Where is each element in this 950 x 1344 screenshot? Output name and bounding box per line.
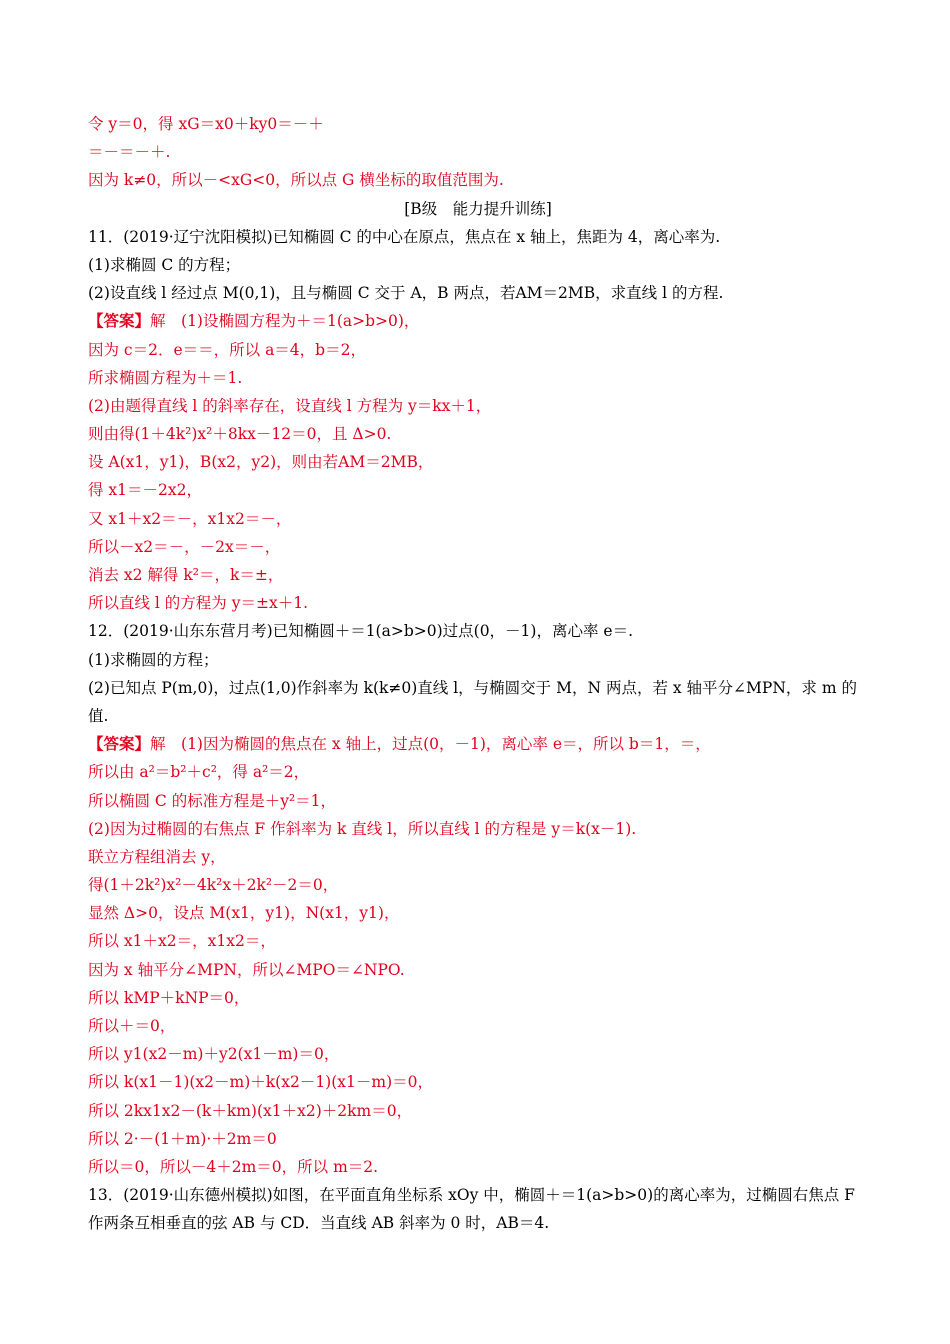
- text-line: [88, 476, 868, 504]
- line-text: 所以直线 l 的方程为 y＝±x＋1.: [88, 594, 309, 613]
- line-text: 设 A(x1，y1)，B(x2，y2)，则由若AM＝2MB，: [88, 453, 434, 472]
- text-line: [88, 392, 868, 420]
- text-line: [88, 279, 868, 307]
- text-line: [88, 899, 868, 927]
- line-text: 12．(2019·山东东营月考)已知椭圆＋＝1(a>b>0)过点(0，－1)，离心率 e＝.: [88, 622, 633, 641]
- answer-tag: 【答案】: [88, 734, 151, 754]
- text-line: [88, 1181, 868, 1237]
- line-text: 又 x1＋x2＝－，x1x2＝－，: [88, 509, 292, 528]
- text-line: [88, 956, 868, 984]
- line-text: (2)因为过椭圆的右焦点 F 作斜率为 k 直线 l，所以直线 l 的方程是 y＝k(x－1).: [88, 819, 637, 838]
- text-line: [88, 1125, 868, 1153]
- line-text: 所以 y1(x2－m)＋y2(x1－m)＝0，: [88, 1045, 340, 1064]
- line-text: 联立方程组消去 y，: [88, 847, 226, 866]
- line-text: 令 y＝0，得 xG＝x0＋ky0＝－＋: [88, 115, 324, 133]
- text-line: [88, 617, 868, 645]
- line-text: 因为 c＝2．e＝＝，所以 a＝4，b＝2，: [88, 340, 366, 359]
- line-text: 因为 x 轴平分∠MPN，所以∠MPO＝∠NPO.: [88, 960, 405, 979]
- answer-line: [88, 730, 868, 758]
- text-line: [88, 166, 868, 194]
- line-text: 所以由 a²＝b²＋c²，得 a²＝2，: [88, 763, 310, 782]
- line-text: 解 (1)设椭圆方程为＋＝1(a>b>0)，: [150, 312, 420, 331]
- text-line: [88, 787, 868, 815]
- line-text: 消去 x2 解得 k²＝，k＝±，: [88, 566, 284, 584]
- line-text: 所求椭圆方程为＋＝1.: [88, 368, 243, 387]
- line-text: 所以 kMP＋kNP＝0，: [88, 988, 250, 1007]
- line-text: 11．(2019·辽宁沈阳模拟)已知椭圆 C 的中心在原点，焦点在 x 轴上，焦距为 4，离心率为.: [88, 227, 721, 246]
- line-text: 则由得(1＋4k²)x²＋8kx－12＝0，且 Δ>0.: [88, 425, 392, 444]
- line-text: (2)由题得直线 l 的斜率存在，设直线 l 方程为 y＝kx＋1，: [88, 396, 492, 415]
- text-line: [88, 984, 868, 1012]
- text-line: [88, 871, 868, 899]
- text-line: [88, 843, 868, 871]
- line-text: 所以 k(x1－1)(x2－m)＋k(x2－1)(x1－m)＝0，: [88, 1073, 433, 1092]
- line-text: 显然 Δ>0，设点 M(x1，y1)，N(x1，y1)，: [88, 904, 400, 923]
- text-line: [88, 1153, 868, 1181]
- line-text: 所以 2kx1x2－(k＋km)(x1＋x2)＋2km＝0，: [88, 1101, 413, 1120]
- text-line: [88, 674, 868, 730]
- line-text: (2)已知点 P(m,0)，过点(1,0)作斜率为 k(k≠0)直线 l，与椭圆交于 M，N 两点，若 x 轴平分∠MPN，求 m 的值.: [88, 678, 857, 725]
- text-line: [88, 927, 868, 955]
- text-line: [88, 336, 868, 364]
- line-text: 13．(2019·山东德州模拟)如图，在平面直角坐标系 xOy 中，椭圆＋＝1(a>b>0)的离心率为，过椭圆右焦点 F 作两条互相垂直的弦 AB 与 CD．当直线 AB 斜率为 0 时，AB＝4.: [88, 1186, 855, 1233]
- line-text: 得 x1＝－2x2，: [88, 481, 202, 500]
- text-line: [88, 448, 868, 476]
- line-text: 解 (1)因为椭圆的焦点在 x 轴上，过点(0，－1)，离心率 e＝，所以 b＝1，＝，: [150, 735, 711, 754]
- line-text: ＝－＝－＋.: [88, 143, 171, 162]
- line-text: (2)设直线 l 经过点 M(0,1)，且与椭圆 C 交于 A，B 两点，若AM＝2MB，求直线 l 的方程.: [88, 284, 724, 303]
- line-text: [B级 能力提升训练]: [404, 199, 552, 218]
- answer-line: [88, 307, 868, 335]
- text-line: [88, 223, 868, 251]
- text-line: [88, 589, 868, 617]
- text-line: [88, 1068, 868, 1096]
- line-text: 所以椭圆 C 的标准方程是＋y²＝1，: [88, 791, 337, 810]
- line-text: 所以－x2＝－，－2x＝－，: [88, 537, 281, 556]
- text-line: [88, 758, 868, 786]
- line-text: (1)求椭圆的方程；: [88, 650, 219, 669]
- line-text: (1)求椭圆 C 的方程；: [88, 255, 241, 274]
- document-content: [88, 110, 868, 1238]
- text-line: [88, 815, 868, 843]
- text-line: [88, 251, 868, 279]
- text-line: [88, 138, 868, 166]
- text-line: [88, 1097, 868, 1125]
- text-line: [88, 420, 868, 448]
- text-line: [88, 505, 868, 533]
- text-line: [88, 1012, 868, 1040]
- text-line: [88, 561, 868, 589]
- line-text: 所以＝0，所以－4＋2m＝0，所以 m＝2.: [88, 1157, 379, 1176]
- text-line: [88, 364, 868, 392]
- line-text: 得(1＋2k²)x²－4k²x＋2k²－2＝0，: [88, 876, 339, 895]
- text-line: [88, 1040, 868, 1068]
- answer-tag: 【答案】: [88, 311, 151, 331]
- text-line: [88, 646, 868, 674]
- text-line: [88, 533, 868, 561]
- section-heading: [88, 195, 868, 223]
- line-text: 因为 k≠0，所以－<xG<0，所以点 G 横坐标的取值范围为.: [88, 171, 504, 190]
- line-text: 所以 x1＋x2＝，x1x2＝，: [88, 932, 276, 951]
- line-text: 所以 2·－(1＋m)·＋2m＝0: [88, 1129, 277, 1148]
- text-line: [88, 110, 868, 138]
- line-text: 所以＋＝0，: [88, 1017, 176, 1036]
